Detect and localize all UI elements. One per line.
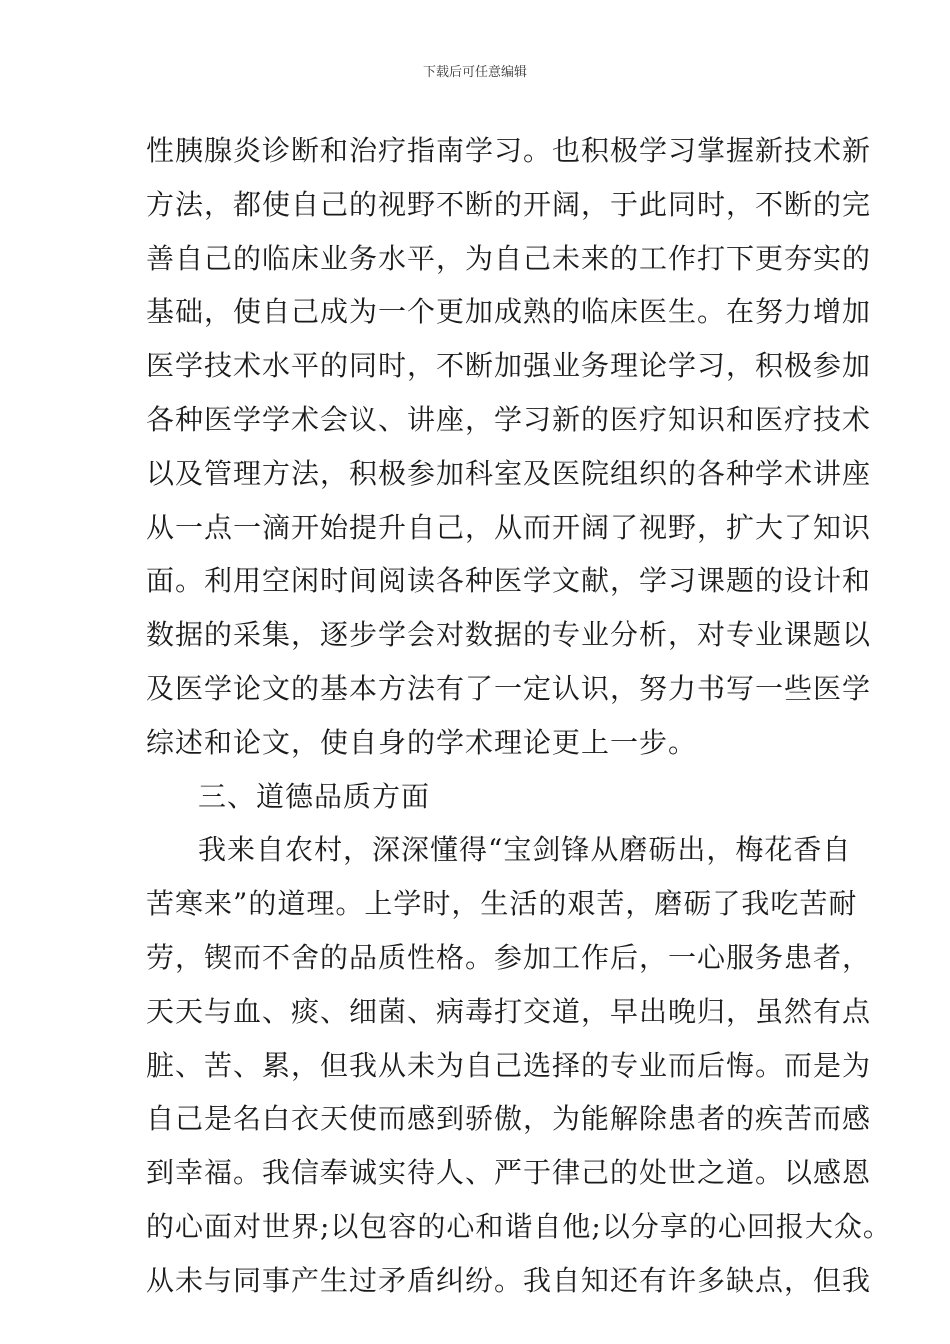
- page-header-note: 下载后可任意编辑: [422, 65, 527, 80]
- document-body: [146, 124, 892, 1308]
- text-line: 基础，使自己成为一个更加成熟的临床医生。在努力增加: [146, 295, 872, 329]
- text-line: 从一点一滴开始提升自己，从而开阔了视野，扩大了知识: [146, 510, 872, 544]
- paragraph-first-line: 我来自农村，深深懂得“宝剑锋从磨砺出，梅花香自: [198, 833, 852, 867]
- section-heading: 三、道德品质方面: [198, 779, 431, 813]
- text-line: 到幸福。我信奉诚实待人、严于律己的处世之道。以感恩: [146, 1156, 872, 1190]
- text-line: 从未与同事产生过矛盾纠纷。我自知还有许多缺点，但我: [146, 1263, 872, 1297]
- text-line: 各种医学学术会议、讲座，学习新的医疗知识和医疗技术: [146, 402, 872, 436]
- text-line: 性胰腺炎诊断和治疗指南学习。也积极学习掌握新技术新: [146, 134, 872, 167]
- text-line: 医学技术水平的同时，不断加强业务理论学习，积极参加: [146, 349, 872, 383]
- text-line: 苦寒来”的道理。上学时，生活的艰苦，磨砺了我吃苦耐: [146, 887, 858, 921]
- text-line: 劳，锲而不舍的品质性格。参加工作后，一心服务患者，: [146, 940, 872, 974]
- text-line: 方法，都使自己的视野不断的开阔，于此同时，不断的完: [146, 187, 872, 221]
- text-line: 善自己的临床业务水平，为自己未来的工作打下更夯实的: [146, 241, 872, 275]
- text-line: 面。利用空闲时间阅读各种医学文献，学习课题的设计和: [146, 564, 872, 598]
- text-line: 脏、苦、累，但我从未为自己选择的专业而后悔。而是为: [146, 1048, 872, 1082]
- text-line: 数据的采集，逐步学会对数据的专业分析，对专业课题以: [146, 618, 872, 652]
- text-line: 以及管理方法，积极参加科室及医院组织的各种学术讲座: [146, 456, 872, 490]
- text-line: 天天与血、痰、细菌、病毒打交道，早出晚归，虽然有点: [146, 994, 872, 1028]
- text-line: 自己是名白衣天使而感到骄傲，为能解除患者的疾苦而感: [146, 1102, 872, 1136]
- text-line: 及医学论文的基本方法有了一定认识，努力书写一些医学: [146, 671, 872, 705]
- text-line: 的心面对世界;以包容的心和谐自他;以分享的心回报大众。: [146, 1209, 892, 1243]
- text-line: 综述和论文，使自身的学术理论更上一步。: [146, 725, 698, 759]
